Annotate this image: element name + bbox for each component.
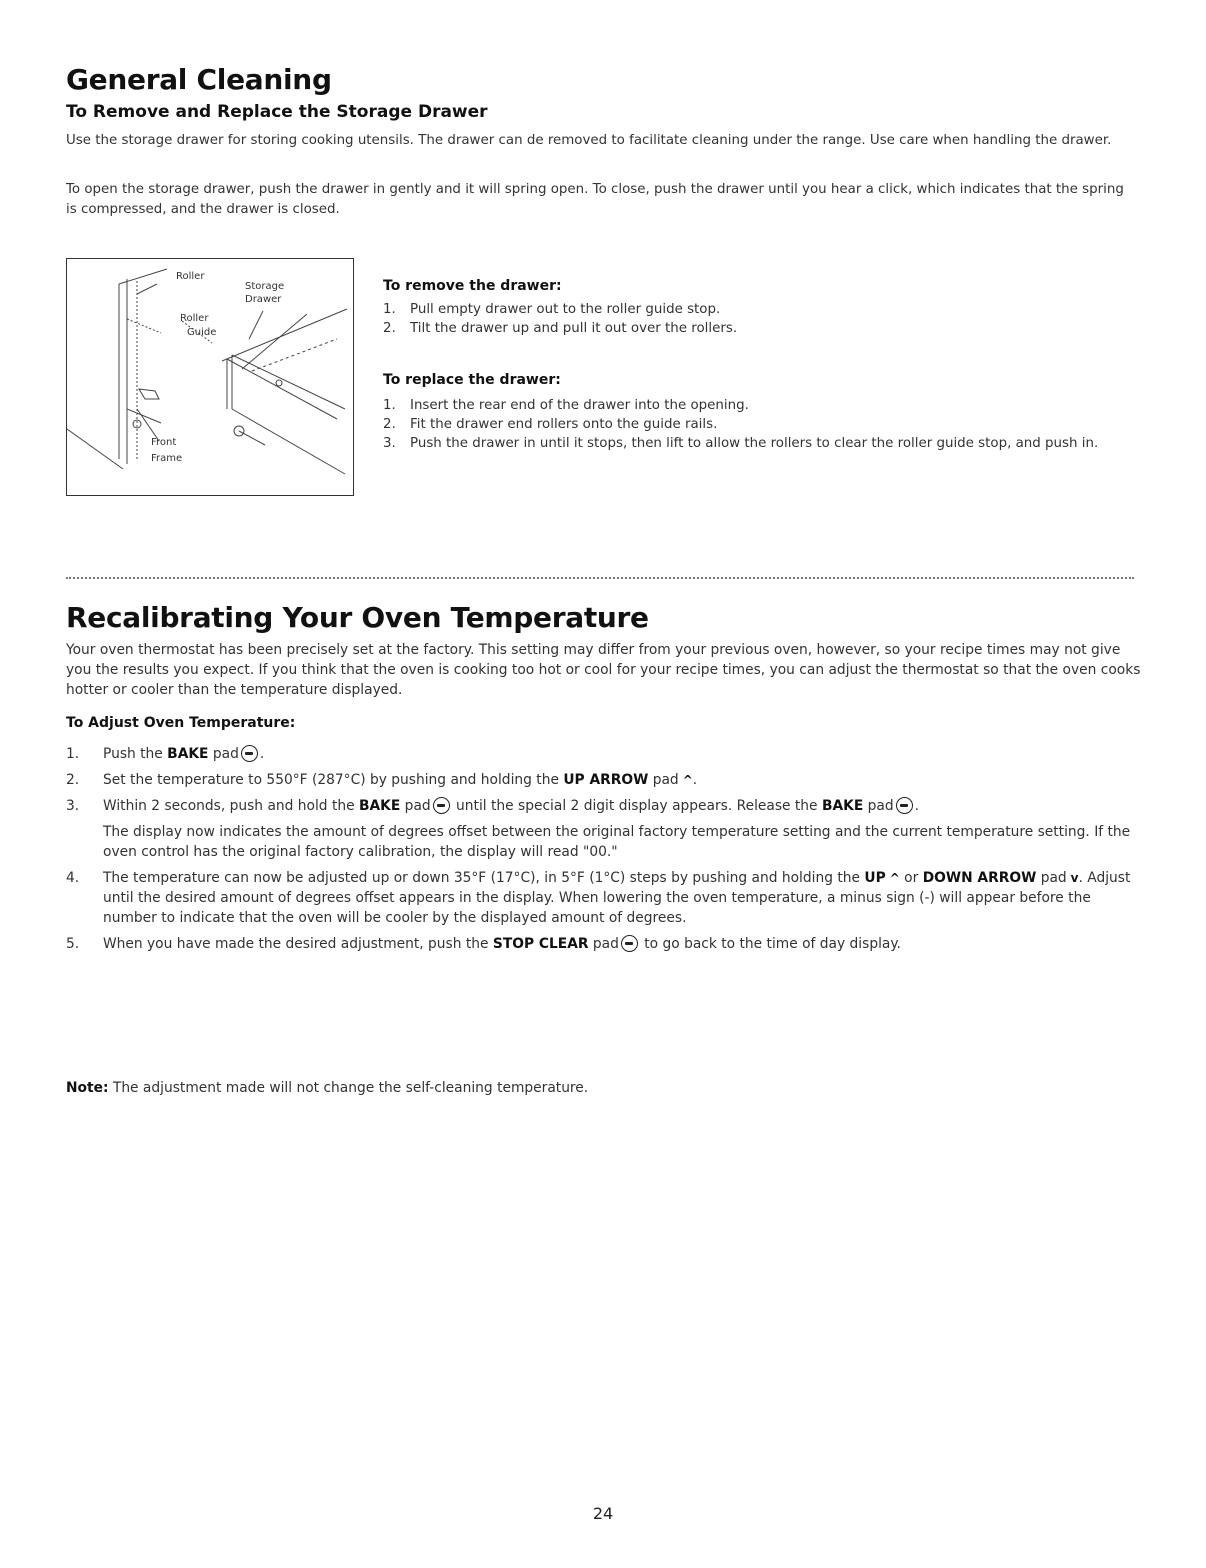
general-cleaning-title: General Cleaning (66, 63, 332, 96)
bake-pad-icon (896, 797, 913, 814)
note (66, 1080, 588, 1096)
list-item: 2. Fit the drawer end rollers onto the guide rails. (383, 417, 718, 432)
note-label: Note: (66, 1080, 109, 1096)
storage-drawer-diagram (66, 258, 354, 496)
replace-drawer-steps (383, 396, 1123, 453)
drawer-label: Drawer (245, 294, 282, 305)
storage-drawer-open-close: To open the storage drawer, push the drawer in gently and it will spring open. To close, push the drawer until you hear a click, which indicates that the spring is compressed, and the drawer is closed. (66, 182, 1124, 217)
storage-drawer-subtitle: To Remove and Replace the Storage Drawer (66, 102, 488, 122)
remove-drawer-steps (383, 300, 1123, 338)
adjust-temperature-steps (66, 744, 1146, 960)
list-item: 2. Set the temperature to 550°F (287°C) by pushing and holding the UP ARROW pad ^. (66, 772, 698, 788)
note-text: The adjustment made will not change the self-cleaning temperature. (108, 1080, 589, 1096)
list-item: 2. Tilt the drawer up and pull it out over the rollers. (383, 321, 738, 336)
list-item: 1. Pull empty drawer out to the roller guide stop. (383, 302, 721, 317)
adjust-temperature-title: To Adjust Oven Temperature: (66, 715, 296, 731)
section-divider (66, 577, 1134, 579)
list-item: 4. The temperature can now be adjusted up or down 35°F (17°C), in 5°F (1°C) steps by pushing and holding the UP ^ or DOWN ARROW pad v. Adjust until the desired amount of degrees offset appears in the display. When lowering the oven temperature, a minus sign (-) will appear before the number to indicate that the oven will be cooler by the displayed amount of degrees. (66, 870, 1131, 926)
recalibrating-intro: Your oven thermostat has been precisely set at the factory. This setting may differ from your previous oven, however, so your recipe times may not give you the results you expect. If you think that the oven is cooking too hot or cool for your recipe times, you can adjust the thermostat so that the oven cooks hotter or cooler than the temperature displayed. (66, 642, 1141, 698)
drawer-illustration (67, 259, 355, 497)
roller-guide-label-1: Roller (180, 313, 209, 324)
bake-pad-icon (433, 797, 450, 814)
roller-label: Roller (176, 271, 205, 282)
list-item: 1. Insert the rear end of the drawer into the opening. (383, 398, 749, 413)
list-item: 1. Push the BAKE pad . (66, 746, 265, 762)
recalibrating-title: Recalibrating Your Oven Temperature (66, 601, 649, 634)
up-arrow-icon: ^ (682, 773, 693, 787)
down-arrow-icon: v (1070, 871, 1079, 885)
roller-guide-label-2: Guide (187, 327, 217, 338)
list-item: 5. When you have made the desired adjustment, push the STOP CLEAR pad to go back to the time of day display. (66, 936, 901, 952)
storage-label: Storage (245, 281, 285, 292)
storage-drawer-intro: Use the storage drawer for storing cooking utensils. The drawer can de removed to facilitate cleaning under the range. Use care when handling the drawer. (66, 133, 1112, 148)
front-frame-label-2: Frame (151, 453, 183, 464)
list-item: 3. Push the drawer in until it stops, then lift to allow the rollers to clear the roller guide stop, and push in. (383, 436, 1099, 451)
list-item: 3. Within 2 seconds, push and hold the BAKE pad until the special 2 digit display appears. Release the BAKE pad . The display now indicates the amount of degrees offset between the original factory temperature setting and the current temperature setting. If the oven control has the original factory calibration, the display will read "00." (66, 798, 1131, 860)
bake-pad-icon (241, 745, 258, 762)
stop-clear-pad-icon (621, 935, 638, 952)
up-arrow-icon: ^ (889, 871, 900, 885)
replace-drawer-title: To replace the drawer: (383, 372, 561, 388)
front-frame-label-1: Front (151, 437, 177, 448)
remove-drawer-title: To remove the drawer: (383, 278, 562, 294)
page-number: 24 (592, 1504, 614, 1523)
